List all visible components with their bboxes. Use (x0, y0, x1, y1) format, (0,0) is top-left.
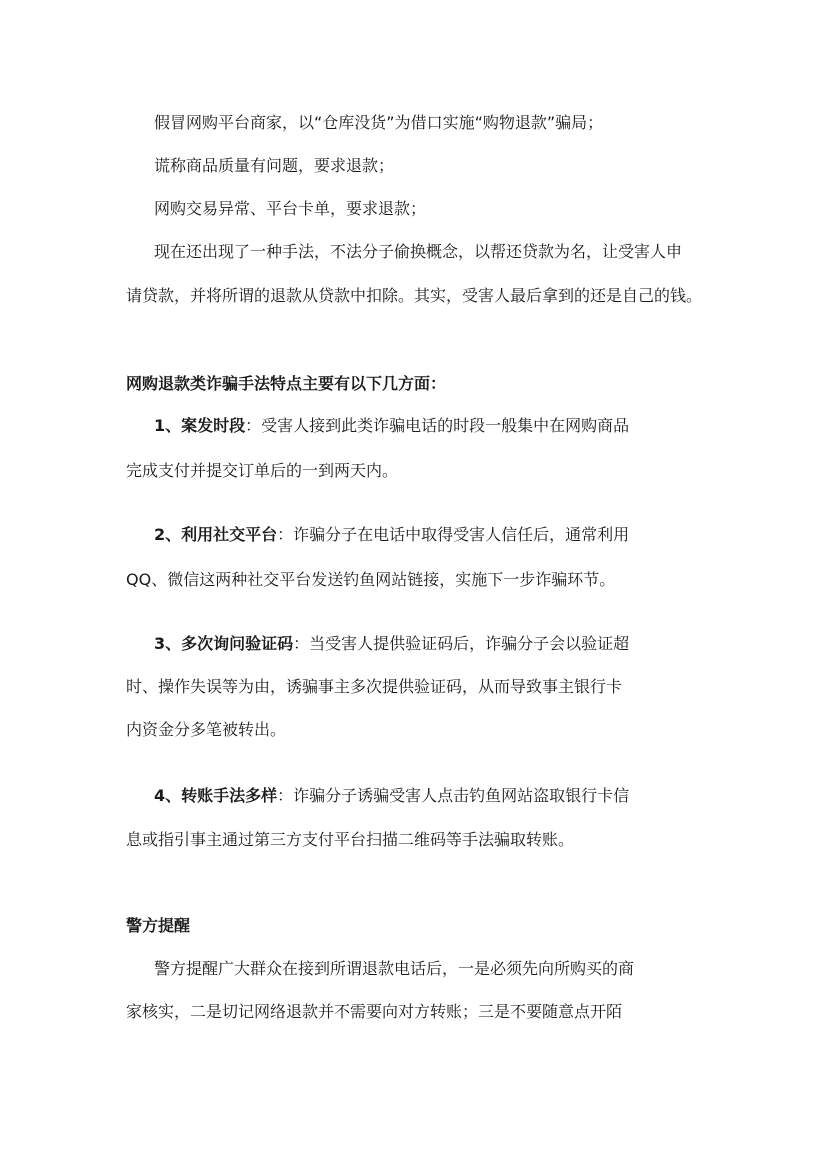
intro-line-3: 网购交易异常、平台卡单，要求退款； (154, 199, 427, 218)
feature-2-line-1 (154, 523, 734, 547)
police-heading: 警方提醒 (126, 916, 191, 935)
intro-para4-line-2: 请贷款，并将所谓的退款从贷款中扣除。其实，受害人最后拿到的还是自己的钱。 (126, 286, 703, 305)
intro-para4-line-1: 现在还出现了一种手法，不法分子偷换概念，以帮还贷款为名，让受害人申 (154, 242, 683, 261)
feature-1-text: ：受害人接到此类诈骗电话的时段一般集中在网购商品 (245, 416, 630, 435)
intro-line-1: 假冒网购平台商家，以“仓库没货”为借口实施“购物退款”骗局； (154, 113, 604, 132)
feature-4-line-2: 息或指引事主通过第三方支付平台扫描二维码等手法骗取转账。 (126, 830, 575, 849)
feature-3-line-3: 内资金分多笔被转出。 (126, 720, 287, 739)
feature-2-title: 2、利用社交平台 (154, 525, 278, 544)
feature-2-text: ：诈骗分子在电话中取得受害人信任后，通常利用 (277, 525, 630, 544)
feature-3-line-1 (154, 632, 734, 656)
feature-4-line-1 (154, 784, 734, 808)
feature-2-line-2: QQ、微信这两种社交平台发送钓鱼网站链接，实施下一步诈骗环节。 (126, 570, 616, 589)
feature-3-title: 3、多次询问验证码 (154, 634, 294, 653)
feature-1-line-1 (154, 414, 734, 438)
police-line-1: 警方提醒广大群众在接到所谓退款电话后，一是必须先向所购买的商 (154, 959, 635, 978)
feature-4-text: ：诈骗分子诱骗受害人点击钓鱼网站盗取银行卡信 (277, 786, 630, 805)
feature-1-line-2: 完成支付并提交订单后的一到两天内。 (126, 461, 399, 480)
intro-line-2: 谎称商品质量有问题，要求退款； (154, 156, 395, 175)
feature-4-title: 4、转账手法多样 (154, 786, 278, 805)
features-heading: 网购退款类诈骗手法特点主要有以下几方面： (126, 374, 447, 393)
feature-3-text: ：当受害人提供验证码后，诈骗分子会以验证超 (293, 634, 630, 653)
police-line-2: 家核实，二是切记网络退款并不需要向对方转账；三是不要随意点开陌 (126, 1002, 623, 1021)
feature-1-title: 1、案发时段 (154, 416, 246, 435)
feature-3-line-2: 时、操作失误等为由，诱骗事主多次提供验证码，从而导致事主银行卡 (126, 677, 623, 696)
